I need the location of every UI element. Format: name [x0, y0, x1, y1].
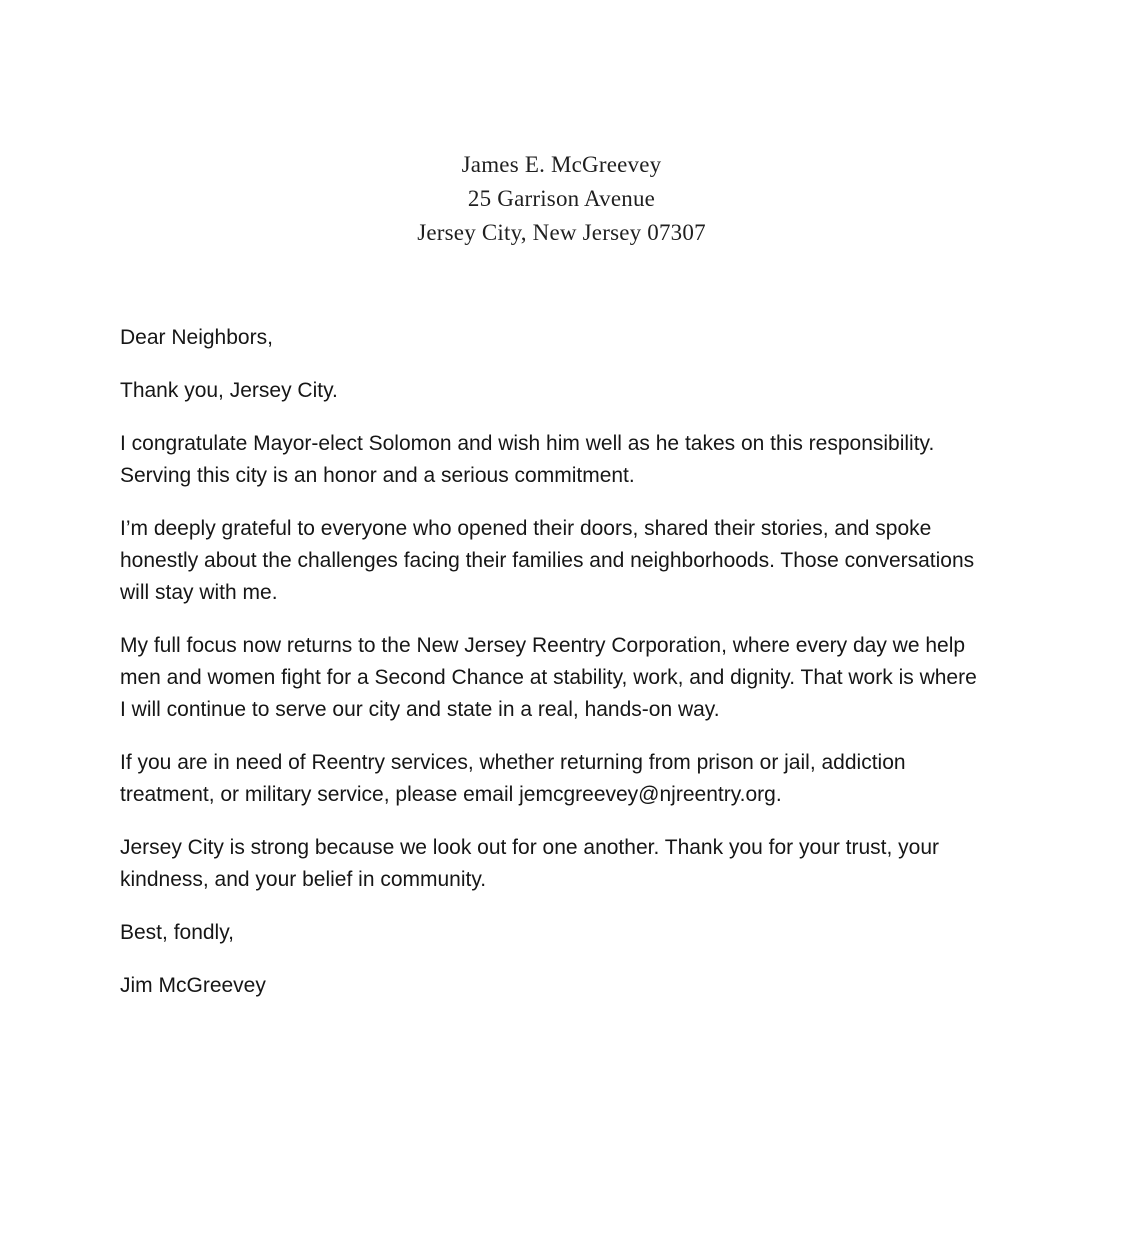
letterhead-name: James E. McGreevey — [461, 152, 662, 177]
letterhead — [0, 0, 1123, 250]
letterhead-address-city: Jersey City, New Jersey 07307 — [417, 220, 706, 245]
closing: Best, fondly, — [120, 921, 235, 944]
letter-paragraph: My full focus now returns to the New Jersey Reentry Corporation, where every day we help men and women fight for a Second Chance at stability, work, and dignity. That work is where I will continue to serve our city and state in a real, hands-on way. — [120, 634, 977, 721]
letter-paragraph: If you are in need of Reentry services, whether returning from prison or jail, addiction treatment, or military service, please email jemcgreevey@njreentry.org. — [120, 751, 906, 806]
signature: Jim McGreevey — [120, 974, 266, 997]
salutation: Dear Neighbors, — [120, 326, 273, 349]
letter-paragraph: Thank you, Jersey City. — [120, 379, 338, 402]
letterhead-address-street: 25 Garrison Avenue — [467, 186, 656, 211]
letter-paragraph: Jersey City is strong because we look out for one another. Thank you for your trust, your kindness, and your belief in community. — [120, 836, 940, 891]
letter-paragraph: I congratulate Mayor-elect Solomon and wish him well as he takes on this responsibility. Serving this city is an honor and a serious commitment. — [120, 432, 935, 487]
letter-body — [120, 322, 978, 1002]
letter-paragraph: I’m deeply grateful to everyone who opened their doors, shared their stories, and spoke honestly about the challenges facing their families and neighborhoods. Those conversations will stay with me. — [120, 517, 975, 604]
